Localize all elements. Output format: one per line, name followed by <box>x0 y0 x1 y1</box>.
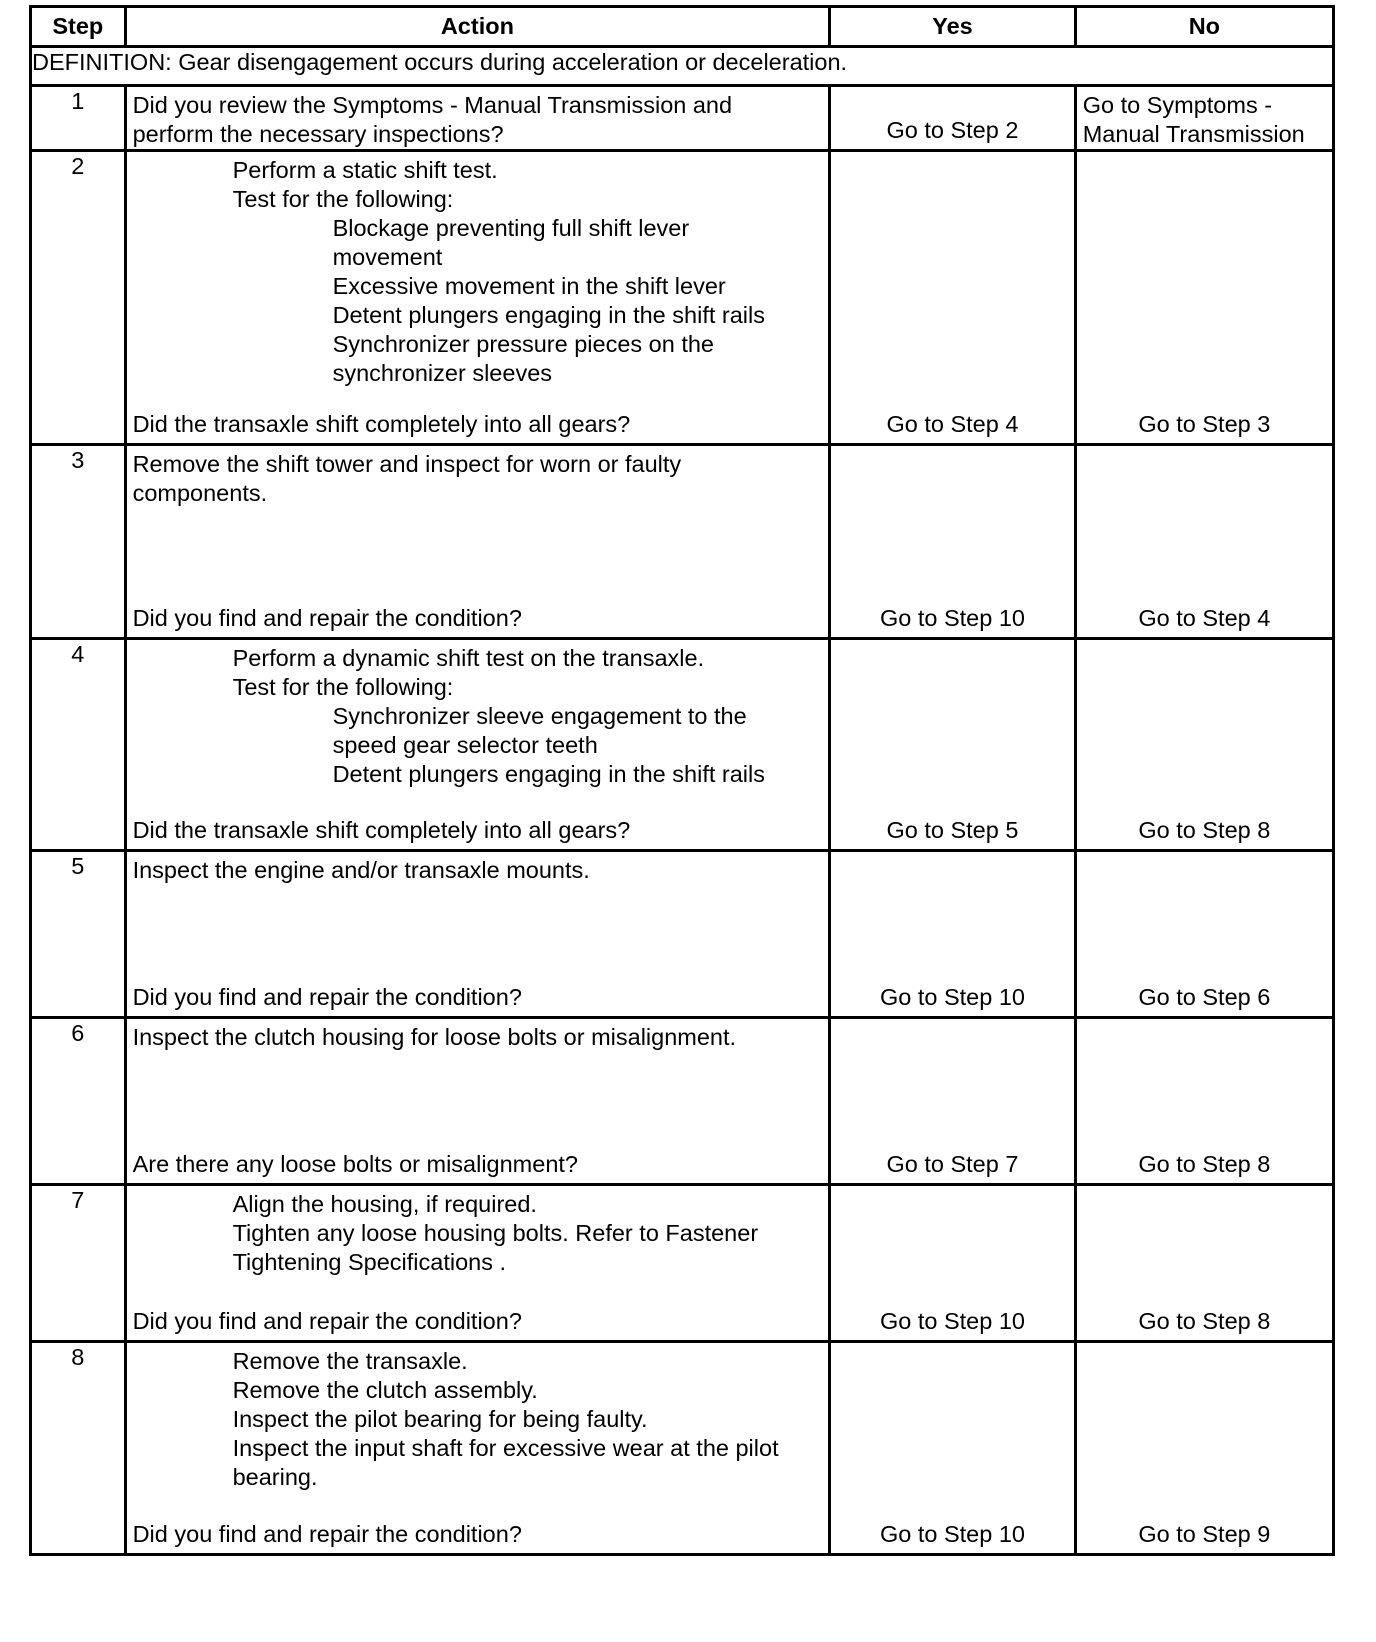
definition-row <box>31 47 1334 86</box>
action-line: bearing. <box>232 1464 318 1490</box>
step-number: 8 <box>31 1342 126 1555</box>
action-question: Are there any loose bolts or misalignment? <box>132 1151 578 1177</box>
action-line: Tightening Specifications . <box>232 1249 507 1275</box>
step-number: 5 <box>31 851 126 1018</box>
action-line: Detent plungers engaging in the shift rails <box>332 761 765 787</box>
action-line: Test for the following: <box>232 186 454 212</box>
no-cell <box>1075 639 1333 851</box>
step-number: 7 <box>31 1185 126 1342</box>
action-line: Blockage preventing full shift lever <box>332 215 690 241</box>
action-line: Synchronizer sleeve engagement to the <box>332 703 747 729</box>
header-row <box>31 7 1334 47</box>
action-line: Remove the transaxle. <box>232 1348 468 1374</box>
yes-answer: Go to Step 10 <box>879 1521 1025 1547</box>
no-answer-line: Go to Symptoms - <box>1082 92 1273 118</box>
no-answer-line: Manual Transmission <box>1082 121 1305 147</box>
action-line: Remove the clutch assembly. <box>232 1377 538 1403</box>
definition-text: DEFINITION: Gear disengagement occurs during acceleration or deceleration. <box>31 47 1334 86</box>
action-line: Synchronizer pressure pieces on the <box>332 331 715 357</box>
action-line: Excessive movement in the shift lever <box>332 273 726 299</box>
no-cell <box>1075 151 1333 445</box>
header-action: Action <box>125 7 830 47</box>
action-line: Perform a dynamic shift test on the transaxle. <box>232 645 705 671</box>
action-line: Inspect the pilot bearing for being faulty. <box>232 1406 648 1432</box>
step-number: 3 <box>31 445 126 639</box>
action-line: movement <box>332 244 443 270</box>
action-cell <box>125 1018 830 1185</box>
action-question: Did the transaxle shift completely into all gears? <box>132 411 631 437</box>
action-cell <box>125 151 830 445</box>
yes-answer: Go to Step 2 <box>886 117 1019 143</box>
header-no: No <box>1075 7 1333 47</box>
action-cell <box>125 639 830 851</box>
no-cell <box>1075 851 1333 1018</box>
yes-answer: Go to Step 10 <box>879 605 1025 631</box>
yes-cell <box>830 1018 1076 1185</box>
yes-answer: Go to Step 10 <box>879 984 1025 1010</box>
action-line: Remove the shift tower and inspect for worn or faulty <box>132 451 682 477</box>
yes-cell <box>830 639 1076 851</box>
no-answer: Go to Step 4 <box>1138 605 1271 631</box>
action-cell <box>125 86 830 151</box>
step-row <box>31 1185 1334 1342</box>
yes-cell <box>830 445 1076 639</box>
action-line: speed gear selector teeth <box>332 732 598 758</box>
step-number: 4 <box>31 639 126 851</box>
no-cell <box>1075 1185 1333 1342</box>
no-answer: Go to Step 9 <box>1138 1521 1271 1547</box>
step-row <box>31 1018 1334 1185</box>
action-line: Detent plungers engaging in the shift rails <box>332 302 765 328</box>
action-question: Did you find and repair the condition? <box>132 1308 522 1334</box>
header-step: Step <box>31 7 126 47</box>
yes-cell <box>830 1185 1076 1342</box>
action-line: Did you review the Symptoms - Manual Transmission and <box>132 92 733 118</box>
action-line: perform the necessary inspections? <box>132 121 504 147</box>
action-line: Inspect the clutch housing for loose bolts or misalignment. <box>132 1024 737 1050</box>
action-question: Did you find and repair the condition? <box>132 984 522 1010</box>
yes-answer: Go to Step 4 <box>886 411 1019 437</box>
yes-cell <box>830 851 1076 1018</box>
action-question: Did you find and repair the condition? <box>132 1521 522 1547</box>
step-number: 2 <box>31 151 126 445</box>
step-row <box>31 639 1334 851</box>
no-cell <box>1075 1342 1333 1555</box>
step-number: 6 <box>31 1018 126 1185</box>
yes-answer: Go to Step 7 <box>886 1151 1019 1177</box>
step-row <box>31 851 1334 1018</box>
no-cell <box>1075 445 1333 639</box>
step-number: 1 <box>31 86 126 151</box>
action-line: Inspect the input shaft for excessive wear at the pilot <box>232 1435 779 1461</box>
yes-answer: Go to Step 10 <box>879 1308 1025 1334</box>
no-cell <box>1075 1018 1333 1185</box>
action-line: Inspect the engine and/or transaxle mounts. <box>132 857 590 883</box>
action-line: Align the housing, if required. <box>232 1191 537 1217</box>
no-answer: Go to Step 6 <box>1138 984 1271 1010</box>
no-answer: Go to Step 8 <box>1138 817 1271 843</box>
action-question: Did the transaxle shift completely into all gears? <box>132 817 631 843</box>
no-answer: Go to Step 8 <box>1138 1308 1271 1334</box>
action-cell <box>125 851 830 1018</box>
action-cell <box>125 445 830 639</box>
action-line: components. <box>132 480 268 506</box>
action-line: synchronizer sleeves <box>332 360 553 386</box>
action-question: Did you find and repair the condition? <box>132 605 522 631</box>
header-yes: Yes <box>830 7 1076 47</box>
yes-cell <box>830 86 1076 151</box>
no-answer: Go to Step 3 <box>1138 411 1271 437</box>
step-row <box>31 86 1334 151</box>
step-row <box>31 1342 1334 1555</box>
action-cell <box>125 1185 830 1342</box>
action-line: Test for the following: <box>232 674 454 700</box>
no-cell <box>1075 86 1333 151</box>
action-line: Tighten any loose housing bolts. Refer to Fastener <box>232 1220 759 1246</box>
action-line: Perform a static shift test. <box>232 157 498 183</box>
yes-cell <box>830 1342 1076 1555</box>
step-row <box>31 445 1334 639</box>
diagnostic-table <box>29 5 1335 1556</box>
yes-answer: Go to Step 5 <box>886 817 1019 843</box>
action-cell <box>125 1342 830 1555</box>
no-answer: Go to Step 8 <box>1138 1151 1271 1177</box>
yes-cell <box>830 151 1076 445</box>
step-row <box>31 151 1334 445</box>
